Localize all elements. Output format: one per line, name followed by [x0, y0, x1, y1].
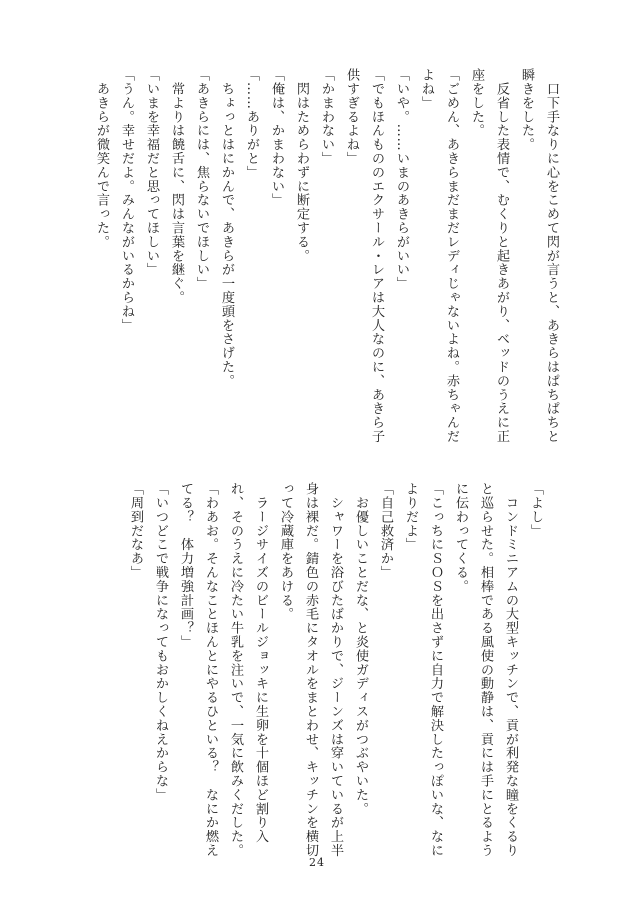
- text-line: 「ごめん、あきらまだまだレディじゃないよね。赤ちゃんだ: [444, 68, 459, 444]
- text-line: てる？ 体力増強計画？」: [178, 482, 193, 649]
- text-line: あきらが微笑んで言った。: [94, 68, 109, 249]
- text-line: コンドミニアムの大型キッチンで、貢が利発な瞳をくるり: [503, 482, 518, 858]
- text-line: に伝わってくる。: [453, 482, 468, 594]
- text-line: 「よし」: [528, 482, 543, 538]
- text-line: 「自己救済か」: [378, 482, 393, 580]
- text-line: 常よりは饒舌に、閃は言葉を継ぐ。: [169, 68, 184, 305]
- text-line: お優しいことだな、と炎使ガディスがつぶやいた。: [353, 482, 368, 816]
- text-line: ラージサイズのビールジョッキに生卵を十個ほど割り入: [253, 482, 268, 844]
- text-line: 「あきらには、焦らないでほしい」: [194, 68, 209, 291]
- text-line: れ、そのうえに冷たい牛乳を注いで、一気に飲みくだした。: [228, 482, 243, 858]
- text-line: よね」: [419, 68, 434, 110]
- text-line: よりだよ」: [403, 482, 418, 552]
- text-line: 「俺は、かまわない」: [269, 68, 284, 207]
- text-line: 座をした。: [469, 68, 484, 138]
- text-line: 身は裸だ。錆色の赤毛にタオルをまとわせ、キッチンを横切: [303, 482, 318, 858]
- text-line: 口下手なりに心をこめて閃が言うと、あきらはぱちぱちと: [544, 68, 559, 444]
- text-line: 「かまわない」: [319, 68, 334, 166]
- text-line: 「いつどこで戦争になってもおかしくねえからな」: [153, 482, 168, 802]
- upper-text-block: [89, 68, 564, 444]
- text-line: 反省した表情で、むくりと起きあがり、ベッドのうえに正: [494, 68, 509, 444]
- text-line: 「周到だなあ」: [128, 482, 143, 580]
- lower-text-block: [123, 482, 548, 858]
- text-line: 「でもほんもののエクサール・レアは大人なのに、あきら子: [369, 68, 384, 444]
- text-line: 「わあお。そんなことほんとにやるひといる？ なにか燃え: [203, 482, 218, 858]
- text-line: 「うん。幸せだよ。みんながいるからね」: [119, 68, 134, 333]
- text-line: って冷蔵庫をあける。: [278, 482, 293, 621]
- text-line: 「いや。……いまのあきらがいい」: [394, 68, 409, 291]
- text-line: 供すぎるよね」: [344, 68, 359, 166]
- text-line: 「こっちにＳＯＳを出さずに自力で解決したっぽいな、なに: [428, 482, 443, 858]
- text-line: 「いまを幸福だと思ってほしい」: [144, 68, 159, 277]
- text-line: ちょっとはにかんで、あきらが一度頭をさげた。: [219, 68, 234, 388]
- page-number: 24: [309, 856, 325, 869]
- text-line: シャワーを浴びたばかりで、ジーンズは穿いているが上半: [328, 482, 343, 858]
- text-line: 瞬きをした。: [519, 68, 534, 152]
- text-line: 閃はためらわずに断定する。: [294, 68, 309, 263]
- text-line: 「……ありがと」: [244, 68, 259, 180]
- text-line: と巡らせた。相棒である風使の動静は、貢には手にとるよう: [478, 482, 493, 858]
